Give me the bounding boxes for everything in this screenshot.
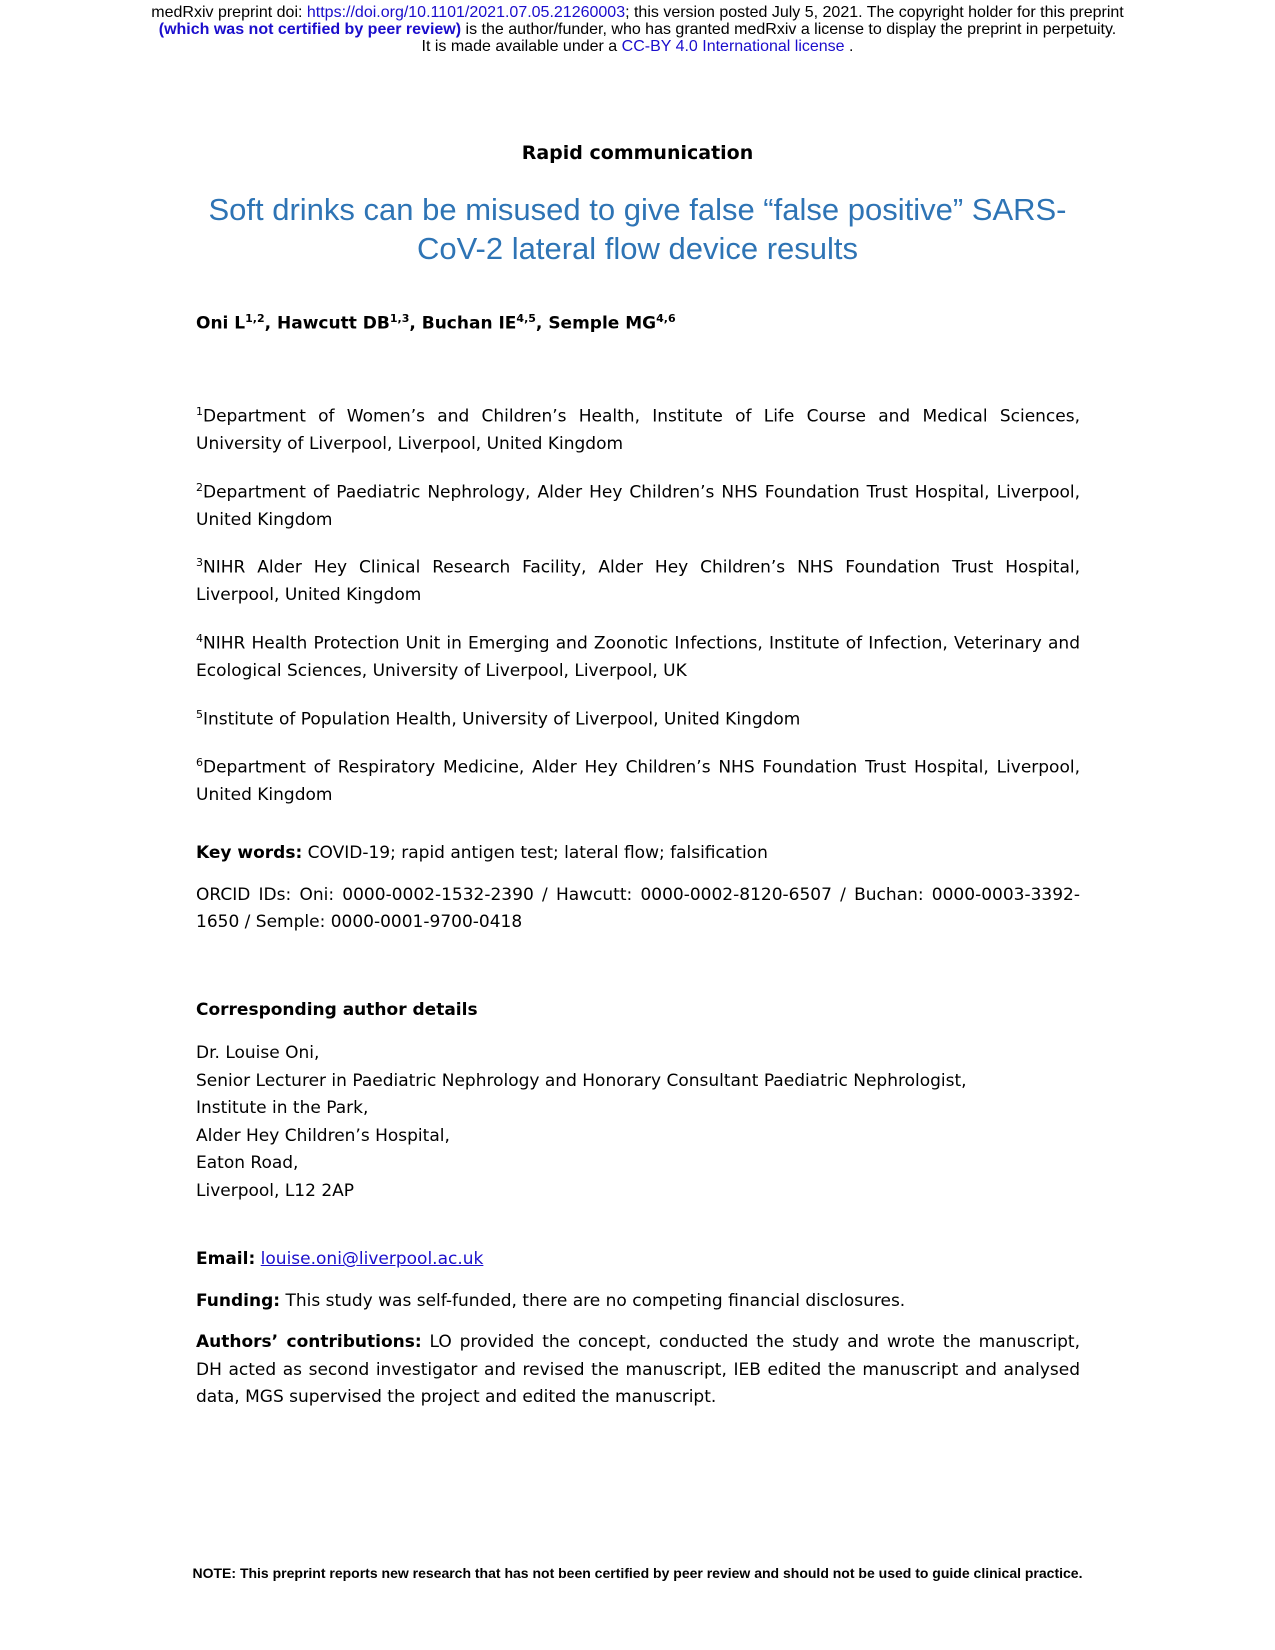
- address-line: Liverpool, L12 2AP: [196, 1180, 355, 1201]
- affiliation-item: [196, 474, 1080, 535]
- address-line: Eaton Road,: [196, 1153, 299, 1173]
- banner-line-3: [0, 38, 1275, 55]
- author-affil-sup: 4,5: [516, 312, 536, 325]
- contact-section: [196, 1246, 1080, 1426]
- affiliation-item: [196, 549, 1080, 610]
- banner-license-text: is the author/funder, who has granted medRxiv a license to display the preprint in perpetuity.: [461, 21, 1117, 38]
- keywords: [196, 840, 1080, 868]
- affiliation-number: 4: [196, 631, 203, 645]
- affiliation-item: [196, 398, 1080, 459]
- doi-link[interactable]: https://doi.org/10.1101/2021.07.05.21260003: [306, 4, 626, 21]
- affiliation-text: NIHR Health Protection Unit in Emerging and Zoonotic Infections, Institute of Infection, Veterinary and Ecological Sciences, University of Liverpool, Liverpool, UK: [196, 633, 1080, 682]
- author-name: Semple MG: [548, 313, 657, 334]
- preprint-note: NOTE: This preprint reports new research that has not been certified by peer review and should not be used to guide clinical practice.: [192, 1565, 1083, 1581]
- email-line: [196, 1246, 1080, 1274]
- address-line: Alder Hey Children’s Hospital,: [196, 1125, 450, 1146]
- affiliation-item: [196, 625, 1080, 686]
- author-name: Hawcutt DB: [277, 313, 390, 334]
- paper-title: Soft drinks can be misused to give false “false positive” SARS-CoV-2 lateral flow device results: [208, 192, 1067, 266]
- author-name: Oni L: [196, 313, 246, 334]
- contributions-text: LO provided the concept, conducted the study and wrote the manuscript, DH acted as second investigator and revised the manuscript, IEB edited the manuscript and analysed data, MGS supervised the project and edited the manuscript.: [196, 1332, 1080, 1407]
- affiliation-item: [196, 701, 1080, 734]
- funding-text: This study was self-funded, there are no competing financial disclosures.: [280, 1290, 906, 1311]
- address-line: Institute in the Park,: [196, 1098, 369, 1118]
- contributions-label: Authors’ contributions:: [196, 1332, 422, 1352]
- affiliation-number: 5: [196, 707, 203, 721]
- affiliations: [196, 398, 1080, 824]
- affiliation-number: 6: [196, 755, 203, 769]
- author-list: Oni L$^{1,2}$, Hawcutt DB$^{1,3}$, Buchan IE$^{4,5}$, Semple MG$^{4,6}$: [196, 312, 676, 334]
- license-link[interactable]: CC-BY 4.0 International license: [621, 38, 845, 55]
- affiliation-text: Institute of Population Health, University of Liverpool, United Kingdom: [203, 709, 801, 730]
- article-type: Rapid communication: [521, 142, 754, 164]
- affiliation-number: 2: [196, 480, 203, 494]
- keywords-label: Key words:: [196, 843, 303, 863]
- address-line: Dr. Louise Oni,: [196, 1043, 320, 1063]
- affiliation-text: NIHR Alder Hey Clinical Research Facility, Alder Hey Children’s NHS Foundation Trust Hospital, Liverpool, United Kingdom: [196, 557, 1080, 606]
- address-line: Senior Lecturer in Paediatric Nephrology and Honorary Consultant Paediatric Nephrologist,: [196, 1070, 967, 1091]
- affiliation-number: 1: [196, 405, 203, 418]
- orcid-ids: ORCID IDs: Oni: 0000-0002-1532-2390 / Hawcutt: 0000-0002-8120-6507 / Buchan: 0000-0003-3392-1650 / Semple: 0000-0001-9700-0418: [196, 884, 1080, 932]
- banner-line-2: [0, 21, 1275, 38]
- funding-label: Funding:: [196, 1290, 281, 1311]
- author-affil-sup: 1,2: [245, 312, 265, 325]
- keywords-text: COVID-19; rapid antigen test; lateral flow; falsification: [302, 843, 768, 863]
- banner-license-suffix: .: [844, 38, 854, 55]
- author-affil-sup: 4,6: [656, 312, 676, 325]
- banner-license-prefix: It is made available under a: [421, 38, 622, 55]
- affiliation-text: Department of Respiratory Medicine, Alder Hey Children’s NHS Foundation Trust Hospital, Liverpool, United Kingdom: [196, 757, 1080, 805]
- author-affil-sup: 1,3: [389, 312, 410, 325]
- contributions-line: [196, 1329, 1080, 1412]
- author-name: Buchan IE: [421, 313, 517, 334]
- keywords-section: [196, 840, 1080, 951]
- corresponding-heading: Corresponding author details: [196, 1000, 478, 1020]
- corresponding-address: [196, 1040, 967, 1205]
- banner-line-1: [0, 4, 1275, 21]
- funding-line: [196, 1288, 1080, 1316]
- affiliation-text: Department of Women’s and Children’s Health, Institute of Life Course and Medical Sciences, University of Liverpool, Liverpool, United Kingdom: [196, 406, 1080, 455]
- banner-copyright-text: ; this version posted July 5, 2021. The copyright holder for this preprint: [625, 4, 1124, 21]
- preprint-banner: [0, 4, 1275, 55]
- email-label: Email:: [196, 1249, 256, 1269]
- banner-peer-review-note: (which was not certified by peer review): [158, 21, 462, 38]
- banner-doi-prefix: medRxiv preprint doi:: [151, 4, 307, 21]
- affiliation-number: 3: [196, 556, 203, 570]
- affiliation-item: [196, 749, 1080, 810]
- affiliation-text: Department of Paediatric Nephrology, Alder Hey Children’s NHS Foundation Trust Hospital, Liverpool, United Kingdom: [196, 482, 1080, 530]
- email-link[interactable]: louise.oni@liverpool.ac.uk: [260, 1249, 484, 1269]
